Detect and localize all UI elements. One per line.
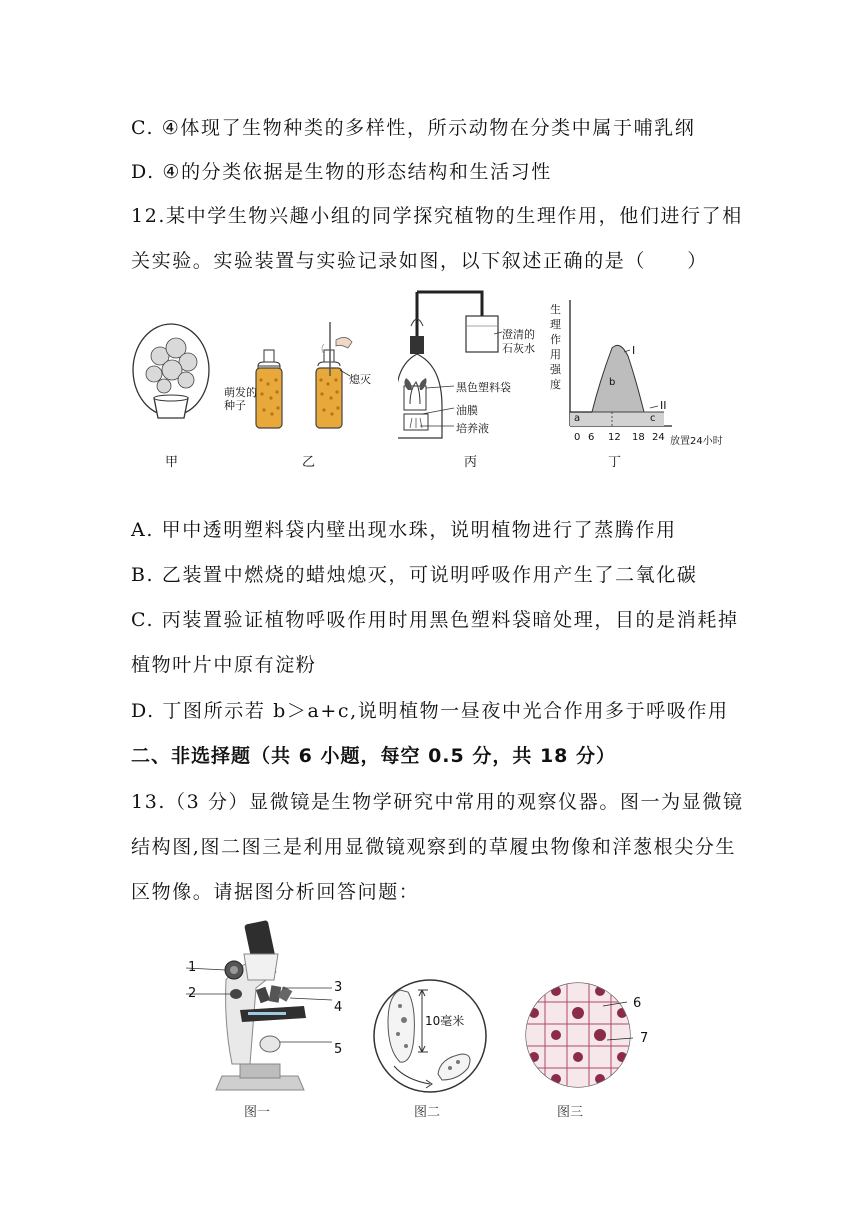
fig1-label-2: 2	[188, 986, 197, 1001]
figure-ding-area-b: b	[609, 377, 616, 388]
limewater-line2: 石灰水	[502, 342, 535, 355]
figure-bing-oil-label: 油膜	[456, 404, 478, 417]
ylabel-char: 强	[550, 363, 561, 376]
q12-option-d: D. 丁图所示若 b＞a+c,说明植物一昼夜中光合作用多于呼吸作用	[131, 700, 729, 722]
fig3-label-7: 7	[640, 1031, 649, 1046]
figure-ding-area-c: c	[650, 413, 656, 424]
fig1-label-5: 5	[334, 1042, 343, 1057]
q13-line1: 13.（3 分）显微镜是生物学研究中常用的观察仪器。图一为显微镜	[131, 791, 744, 813]
xtick: 24	[652, 432, 665, 443]
figure-ding-area-a: a	[574, 413, 581, 424]
ylabel-char: 作	[550, 333, 561, 346]
fig1-label-3: 3	[334, 980, 343, 995]
figure-ding-graph	[564, 300, 674, 434]
section2-heading: 二、非选择题（共 6 小题，每空 0.5 分，共 18 分）	[131, 745, 617, 767]
seed-label-line2: 种子	[224, 399, 246, 412]
xtick: 6	[588, 432, 595, 443]
figure-2-scale-label: 10毫米	[425, 1014, 465, 1028]
figure-1-caption: 图一	[244, 1105, 271, 1120]
ylabel-char: 用	[550, 348, 561, 361]
figure-2-caption: 图二	[414, 1105, 441, 1120]
ylabel-char: 度	[550, 378, 561, 391]
q12-option-c-line2: 植物叶片中原有淀粉	[131, 654, 317, 676]
figure-bing-caption: 丙	[464, 455, 478, 470]
figure-jia-caption: 甲	[165, 455, 179, 470]
fig1-label-4: 4	[334, 1000, 343, 1015]
limewater-line1: 澄清的	[502, 328, 535, 341]
figure-ding-curve-2: II	[660, 399, 667, 412]
figure-3-onion-root-cells	[523, 980, 633, 1090]
figure-jia-plant-bag	[130, 318, 212, 436]
ylabel-char: 理	[550, 318, 561, 331]
q11-option-c: C. ④体现了生物种类的多样性，所示动物在分类中属于哺乳纲	[131, 117, 696, 139]
ylabel-char: 生	[550, 303, 561, 316]
xtick: 0	[574, 432, 581, 443]
seed-label-line1: 萌发的	[224, 386, 257, 399]
figure-1-microscope	[186, 914, 346, 1094]
figure-ding-caption: 丁	[608, 455, 622, 470]
q12-stem-line1: 12.某中学生物兴趣小组的同学探究植物的生理作用，他们进行了相	[131, 205, 743, 227]
figure-bing-solution-label: 培养液	[456, 422, 489, 435]
figure-ding-xticks	[566, 432, 676, 444]
figure-ding-ylabel	[550, 302, 562, 392]
xtick: 18	[632, 432, 645, 443]
figure-ding-xlabel: 放置24小时	[670, 436, 723, 447]
q12-option-b: B. 乙装置中燃烧的蜡烛熄灭，可说明呼吸作用产生了二氧化碳	[131, 564, 698, 586]
figure-bing-limewater-label	[502, 328, 535, 356]
figure-ding-curve-1: I	[632, 344, 636, 357]
figure-yi-candle-label: 熄灭	[349, 373, 371, 386]
q13-line3: 区物像。请据图分析回答问题：	[131, 881, 420, 903]
q12-stem-line2: 关实验。实验装置与实验记录如图，以下叙述正确的是（ ）	[131, 250, 708, 272]
figure-bing-bag-label: 黑色塑料袋	[456, 381, 511, 394]
q13-line2: 结构图,图二图三是利用显微镜观察到的草履虫物像和洋葱根尖分生	[131, 836, 737, 858]
q11-option-d: D. ④的分类依据是生物的形态结构和生活习性	[131, 161, 552, 183]
figure-2-paramecium	[370, 976, 490, 1096]
figure-yi-caption: 乙	[302, 455, 316, 470]
fig3-label-6: 6	[633, 996, 642, 1011]
figure-3-caption: 图三	[557, 1105, 584, 1120]
q12-option-c-line1: C. 丙装置验证植物呼吸作用时用黑色塑料袋暗处理，目的是消耗掉	[131, 609, 739, 631]
figure-yi-seed-label	[224, 386, 257, 412]
xtick: 12	[608, 432, 621, 443]
fig1-label-1: 1	[188, 960, 197, 975]
q12-option-a: A. 甲中透明塑料袋内壁出现水珠，说明植物进行了蒸腾作用	[131, 519, 677, 541]
